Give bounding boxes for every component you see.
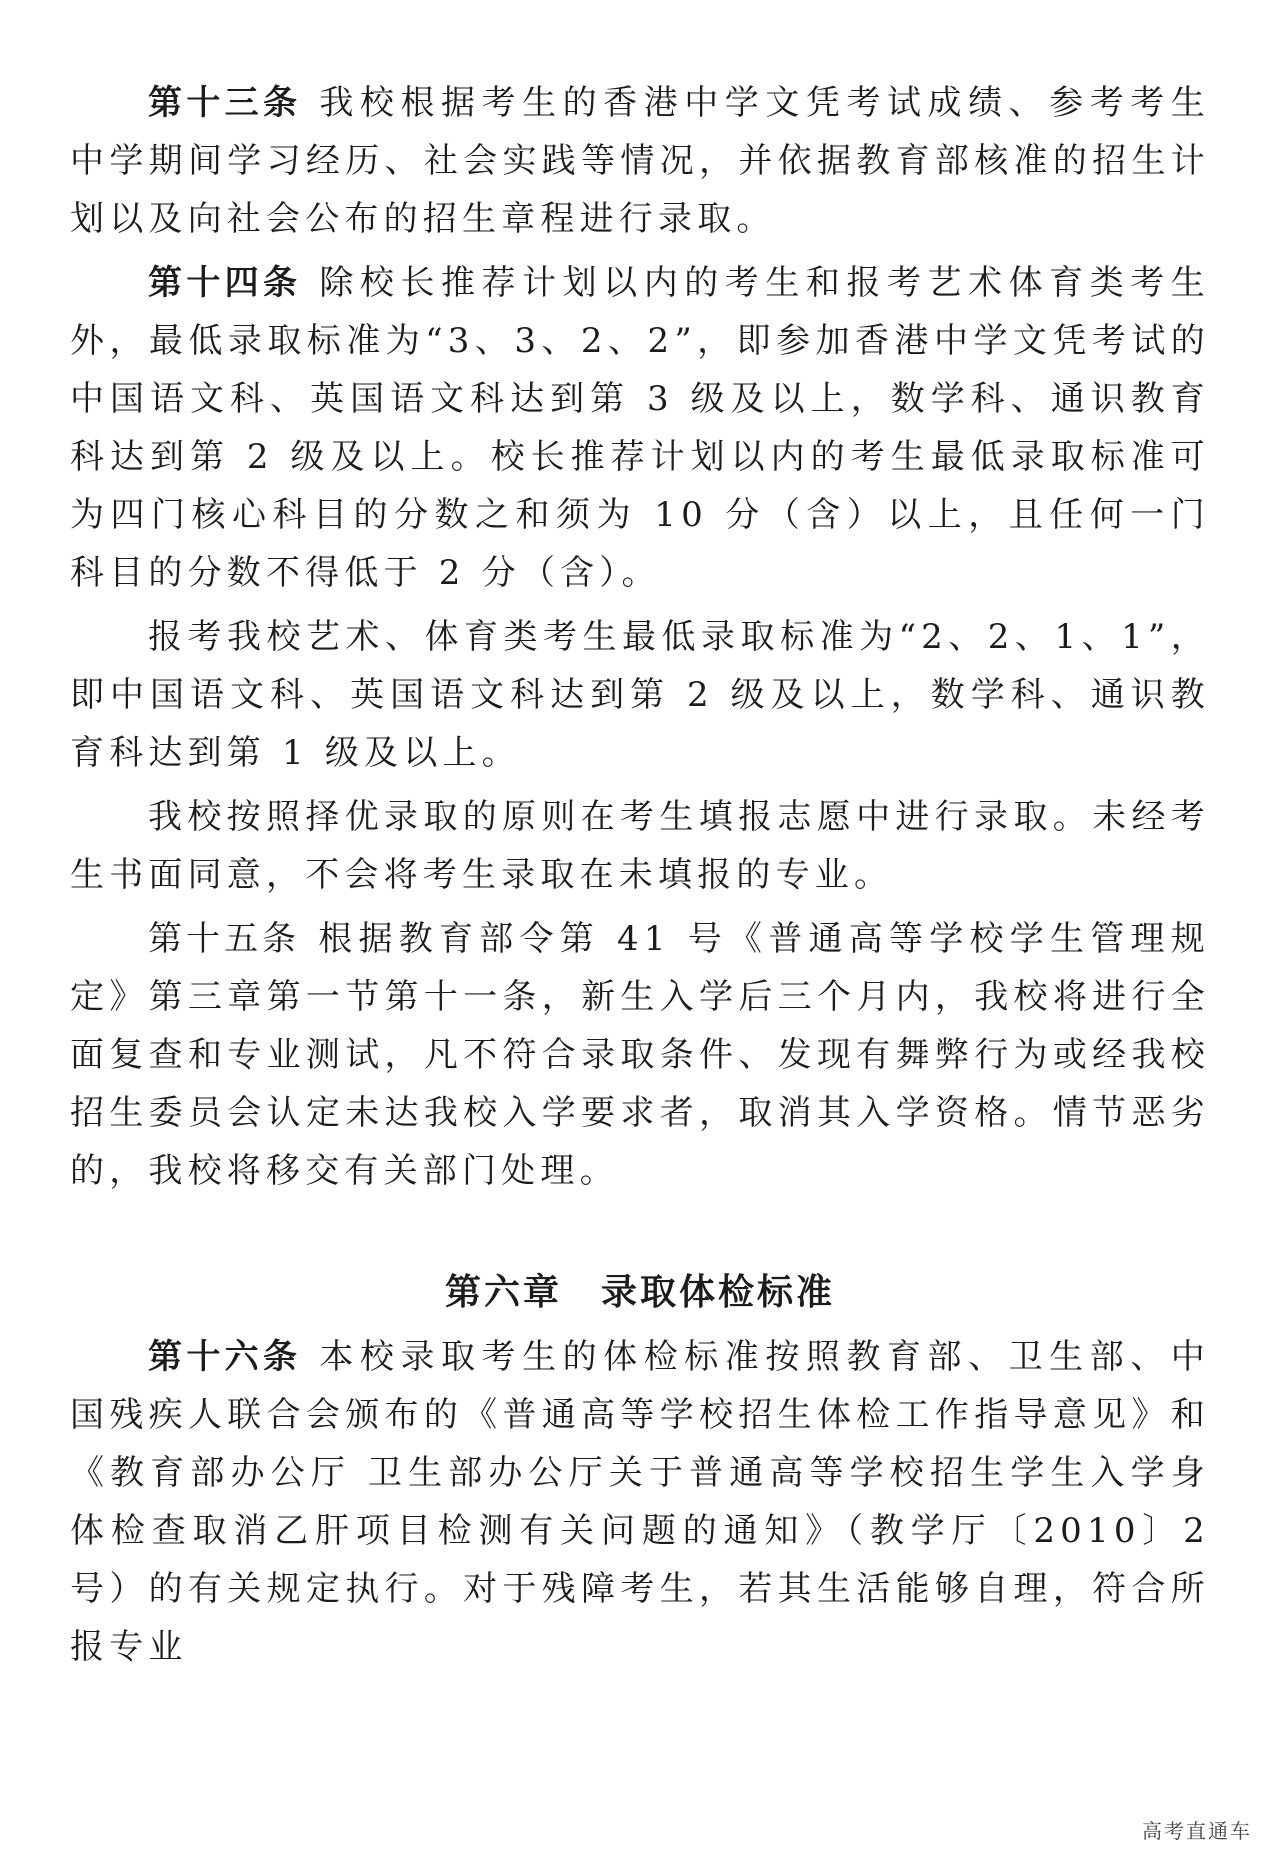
article-15-paragraph <box>70 910 1210 1200</box>
article-15-text: 根据教育部令第 41 号《普通高等学校学生管理规定》第三章第一节第十一条，新生入学后三个月内，我校将进行全面复查和专业测试，凡不符合录取条件、发现有舞弊行为或经我校招生委员会认定未达我校入学要求者，取消其入学资格。情节恶劣的，我校将移交有关部门处理。 <box>70 919 1210 1191</box>
article-15-number: 第十五条 <box>148 919 301 959</box>
article-13-paragraph <box>70 74 1210 248</box>
article-14-number: 第十四条 <box>148 263 302 303</box>
article-13-number: 第十三条 <box>148 83 302 123</box>
document-page <box>70 74 1210 1682</box>
merit-admission-text: 我校按照择优录取的原则在考生填报志愿中进行录取。未经考生书面同意，不会将考生录取在未填报的专业。 <box>70 797 1210 895</box>
article-14-paragraph <box>70 254 1210 602</box>
article-14-text: 除校长推荐计划以内的考生和报考艺术体育类考生外，最低录取标准为“3、3、2、2”，即参加香港中学文凭考试的中国语文科、英国语文科达到第 3 级及以上，数学科、通识教育科达到第 2 级及以上。校长推荐计划以内的考生最低录取标准可为四门核心科目的分数之和须为 10 分（含）以上，且任何一门科目的分数不得低于 2 分（含）。 <box>70 263 1210 593</box>
article-16-paragraph <box>70 1328 1210 1676</box>
arts-sports-text: 报考我校艺术、体育类考生最低录取标准为“2、2、1、1”，即中国语文科、英国语文科达到第 2 级及以上，数学科、通识教育科达到第 1 级及以上。 <box>70 617 1210 773</box>
article-13-text: 我校根据考生的香港中学文凭考试成绩、参考考生中学期间学习经历、社会实践等情况，并依据教育部核准的招生计划以及向社会公布的招生章程进行录取。 <box>70 83 1210 239</box>
chapter-title: 第六章 录取体检标准 <box>444 1272 835 1313</box>
merit-admission-paragraph <box>70 788 1210 904</box>
article-16-text: 本校录取考生的体检标准按照教育部、卫生部、中国残疾人联合会颁布的《普通高等学校招生体检工作指导意见》和《教育部办公厅 卫生部办公厅关于普通高等学校招生学生入学身体检查取消乙肝项目检测有关问题的通知》（教学厅〔2010〕2 号）的有关规定执行。对于残障考生，若其生活能够自理，符合所报专业 <box>70 1337 1210 1667</box>
arts-sports-paragraph <box>70 608 1210 782</box>
watermark: 高考直通车 <box>1142 1819 1252 1843</box>
article-16-number: 第十六条 <box>148 1337 302 1377</box>
